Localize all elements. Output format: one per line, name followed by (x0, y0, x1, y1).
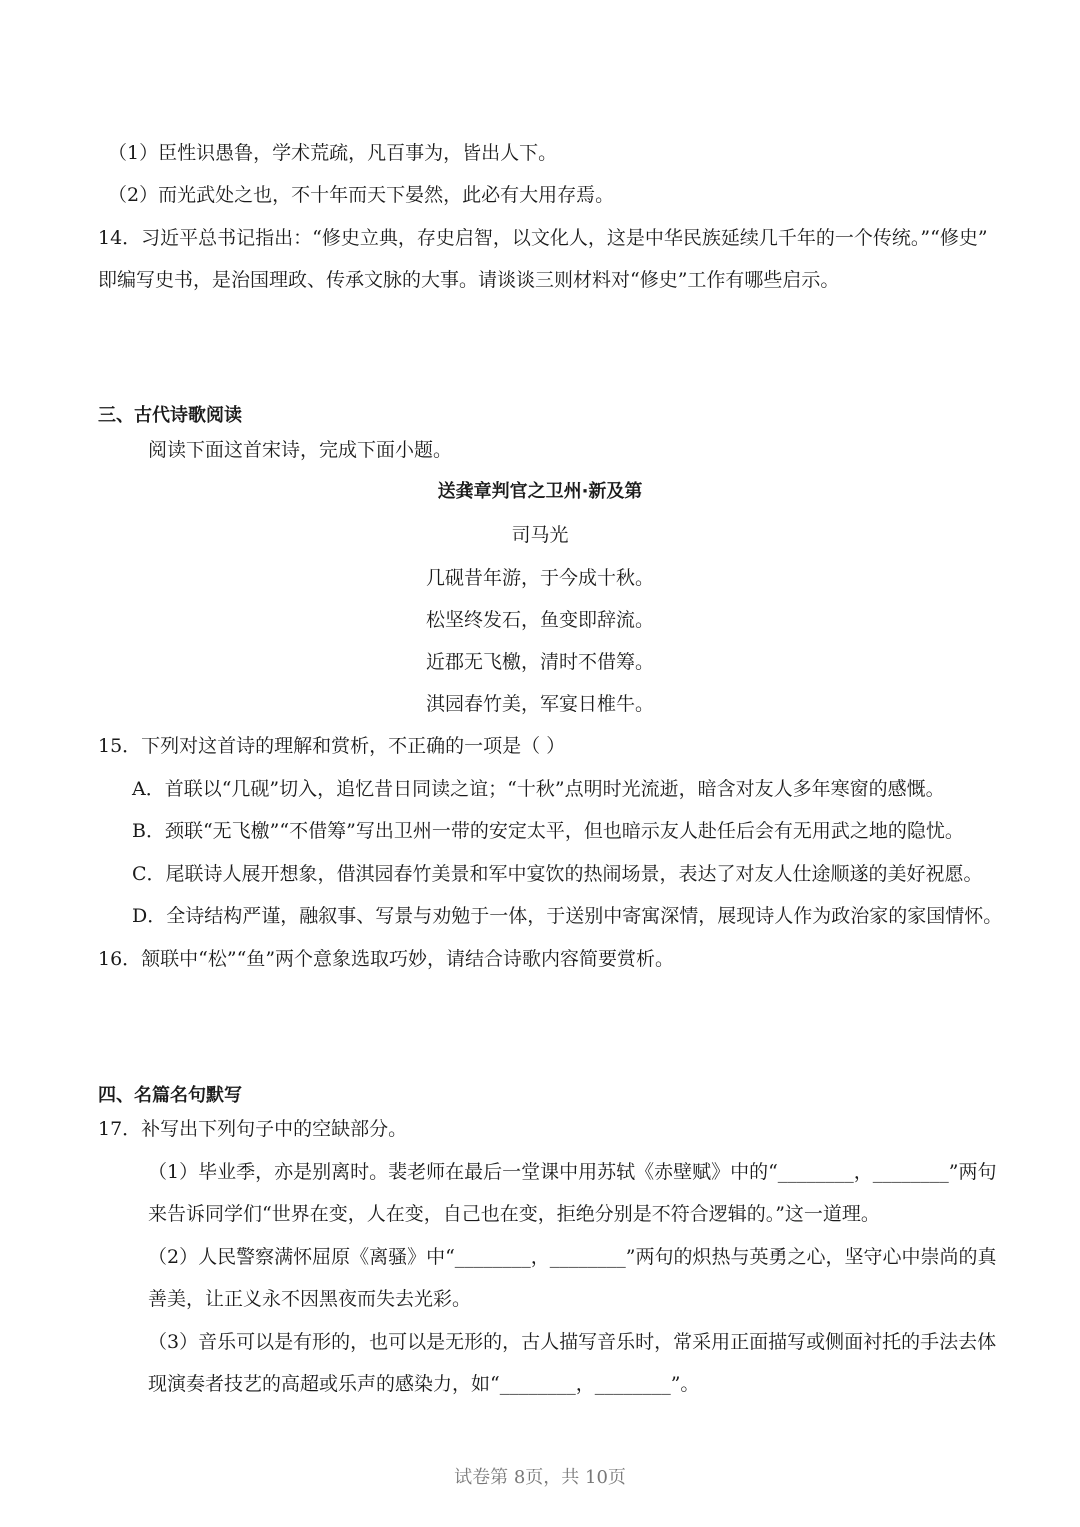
section-3-intro: 阅读下面这首宋诗，完成下面小题。 (148, 439, 453, 461)
q15-option-a: A．首联以“几砚”切入，追忆昔日同读之谊；“十秋”点明时光流逝，暗含对友人多年寒窗的感慨。 (132, 778, 945, 800)
q17-item-2-line-2: 善美，让正义永不因黑夜而失去光彩。 (148, 1288, 472, 1310)
q15-stem: 15．下列对这首诗的理解和赏析，不正确的一项是（ ） (98, 735, 566, 757)
q17-item-1-line-2: 来告诉同学们“世界在变，人在变，自己也在变，拒绝分别是不符合逻辑的。”这一道理。 (148, 1203, 880, 1225)
poem-line-1: 几砚昔年游，于今成十秋。 (425, 567, 654, 589)
poem-line-4: 淇园春竹美，军宴日椎牛。 (425, 693, 654, 715)
poem-author: 司马光 (511, 524, 569, 546)
q15-option-c: C．尾联诗人展开想象，借淇园春竹美景和军中宴饮的热闹场景，表达了对友人仕途顺遂的美好祝愿。 (132, 863, 983, 885)
poem-title: 送龚章判官之卫州·新及第 (437, 481, 643, 502)
q17-item-3-line-1: （3）音乐可以是有形的，也可以是无形的，古人描写音乐时，常采用正面描写或侧面衬托的手法去体 (148, 1331, 997, 1353)
section-4-heading: 四、名篇名句默写 (98, 1085, 242, 1106)
q17-stem: 17．补写出下列句子中的空缺部分。 (98, 1118, 408, 1140)
section-3-heading: 三、古代诗歌阅读 (98, 405, 242, 426)
q13-part-2: （2）而光武处之也，不十年而天下晏然，此必有大用存焉。 (108, 184, 615, 206)
q16-stem: 16．颔联中“松”“鱼”两个意象选取巧妙，请结合诗歌内容简要赏析。 (98, 948, 675, 970)
q14-line-1: 14．习近平总书记指出：“修史立典，存史启智，以文化人，这是中华民族延续几千年的一个传统。”“修史” (98, 227, 988, 249)
q14-line-2: 即编写史书，是治国理政、传承文脉的大事。请谈谈三则材料对“修史”工作有哪些启示。 (98, 269, 840, 291)
q15-option-b: B．颈联“无飞檄”“不借筹”写出卫州一带的安定太平，但也暗示友人赴任后会有无用武之地的隐忧。 (132, 820, 964, 842)
q17-item-3-line-2: 现演奏者技艺的高超或乐声的感染力，如“________，________”。 (148, 1373, 700, 1395)
poem-line-2: 松坚终发石，鱼变即辞流。 (425, 609, 654, 631)
q13-part-1: （1）臣性识愚鲁，学术荒疏，凡百事为，皆出人下。 (108, 142, 558, 164)
q17-item-2-line-1: （2）人民警察满怀屈原《离骚》中“________，________”两句的炽热与英勇之心，坚守心中崇尚的真 (148, 1246, 997, 1268)
q15-option-d: D．全诗结构严谨，融叙事、写景与劝勉于一体，于送别中寄寓深情，展现诗人作为政治家的家国情怀。 (132, 905, 1003, 927)
q17-item-1-line-1: （1）毕业季，亦是别离时。裴老师在最后一堂课中用苏轼《赤壁赋》中的“________，________”两句 (148, 1161, 997, 1183)
poem-line-3: 近郡无飞檄，清时不借筹。 (425, 651, 654, 673)
page-footer: 试卷第 8页，共 10页 (454, 1467, 626, 1488)
